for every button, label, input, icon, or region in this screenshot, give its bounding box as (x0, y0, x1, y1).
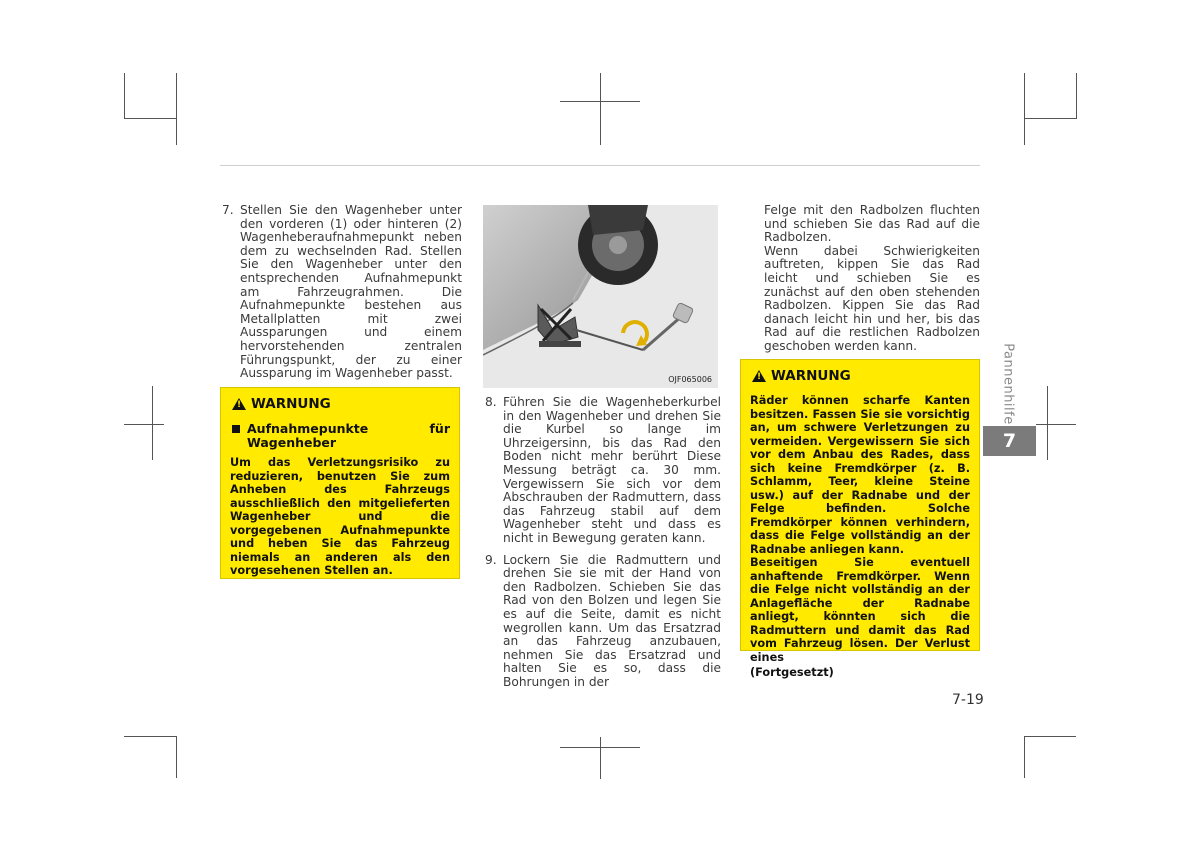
warning-body: Um das Verletzungsrisiko zu reduzieren, benutzen Sie zum Anheben des Fahrzeugs ausschließlich den mitgelieferten Wagenheber und die vorgegebenen Aufnahmepunkte und heben Sie das Fahrzeug niemals an anderen als den vorgesehenen Stellen an. (230, 456, 450, 577)
column-left (222, 204, 462, 381)
warning-box-wheel-edges (740, 359, 980, 679)
warning-subheading-text: Aufnahmepunkte für Wagenheber (247, 421, 450, 450)
warning-subheading (230, 422, 450, 450)
step-text: Stellen Sie den Wagenheber unter den vorderen (1) oder hinteren (2) Wagenheberaufnahmepunkt neben dem zu wechselnden Rad. Stellen Sie den Wagenheber unter den entsprechenden Aufnahmepunkt am Fahrzeugrahmen. Die Aufnahmepunkte bestehen aus Metallplatten mit zwei Aussparungen und einem hervorstehenden zentralen Führungspunkt, der zu einer Aussparung im Wagenheber passt. (240, 203, 462, 381)
warning-header (232, 396, 450, 412)
continued-label: (Fortgesetzt) (750, 666, 834, 679)
chapter-tab: 7 (983, 426, 1036, 456)
continuation-paragraph-2: Wenn dabei Schwierigkeiten auftreten, kippen Sie das Rad leicht und schieben Sie es zunächst auf den oben stehenden Radbolzen. Kippen Sie das Rad danach leicht hin und her, bis das Rad auf die restlichen Radbolzen geschoben werden kann. (764, 243, 980, 353)
warning-title: WARNUNG (771, 368, 851, 384)
step-text: Führen Sie die Wagenheberkurbel in den Wagenheber und drehen Sie die Kurbel so lange im Uhrzeigersinn, bis das Rad den Boden nicht mehr berührt Diese Messung beträgt ca. 30 mm. Vergewissern Sie sich vor dem Abschrauben der Radmuttern, dass das Fahrzeug stabil auf dem Wagenheber steht und dass es nicht in Bewegung geraten kann. (503, 395, 721, 545)
step-number: 9. (485, 552, 497, 567)
bullet-square-icon (232, 425, 240, 433)
warning-body-2: Beseitigen Sie eventuell anhaftende Fremdkörper. Wenn die Felge nicht vollständig an der Anlagefläche der Radnabe anliegt, könnten sich die Radmuttern und damit das Rad vom Fahrzeug lösen. Der Verlust eines (750, 556, 970, 664)
page-number: 7-19 (952, 692, 984, 708)
step-text: Lockern Sie die Radmuttern und drehen Sie sie mit der Hand von den Radbolzen. Schieben Sie das Rad von den Bolzen und legen Sie es auf die Seite, damit es nicht wegrollen kann. Um das Ersatzrad an das Fahrzeug anzubauen, nehmen Sie das Ersatzrad und halten Sie es so, dass die Bohrungen in der (503, 552, 721, 689)
chapter-label: Pannenhilfe (1000, 343, 1016, 425)
warning-triangle-icon: ! (752, 370, 766, 382)
warning-triangle-icon: ! (232, 398, 246, 410)
jack-illustration (483, 205, 718, 388)
step-number: 8. (485, 395, 497, 409)
figure-code: OJF065006 (668, 375, 712, 384)
warning-box-jack-points (220, 387, 460, 579)
step-number: 7. (222, 203, 234, 217)
continuation-paragraph: Felge mit den Radbolzen fluchten und schieben Sie das Rad auf die Radbolzen. (764, 203, 980, 245)
warning-title: WARNUNG (251, 396, 331, 412)
step-9 (485, 554, 721, 690)
warning-header (752, 368, 970, 384)
warning-body-1: Räder können scharfe Kanten besitzen. Fassen Sie sie vorsichtig an, um schwere Verletzungen zu vermeiden. Vergewissern Sie sich vor dem Anbau des Rades, dass sich keine Fremdkörper (z. B. Schlamm, Teer, kleine Steine usw.) auf der Radnabe und der Felge befinden. Solche Fremdkörper können verhindern, dass die Felge vollständig an der Radnabe anliegen kann. (750, 394, 970, 556)
step-7 (222, 204, 462, 381)
column-right (742, 204, 980, 354)
column-middle (485, 396, 721, 689)
step-8 (485, 396, 721, 546)
header-rule (220, 165, 980, 166)
car-jack-drawing (483, 205, 718, 388)
